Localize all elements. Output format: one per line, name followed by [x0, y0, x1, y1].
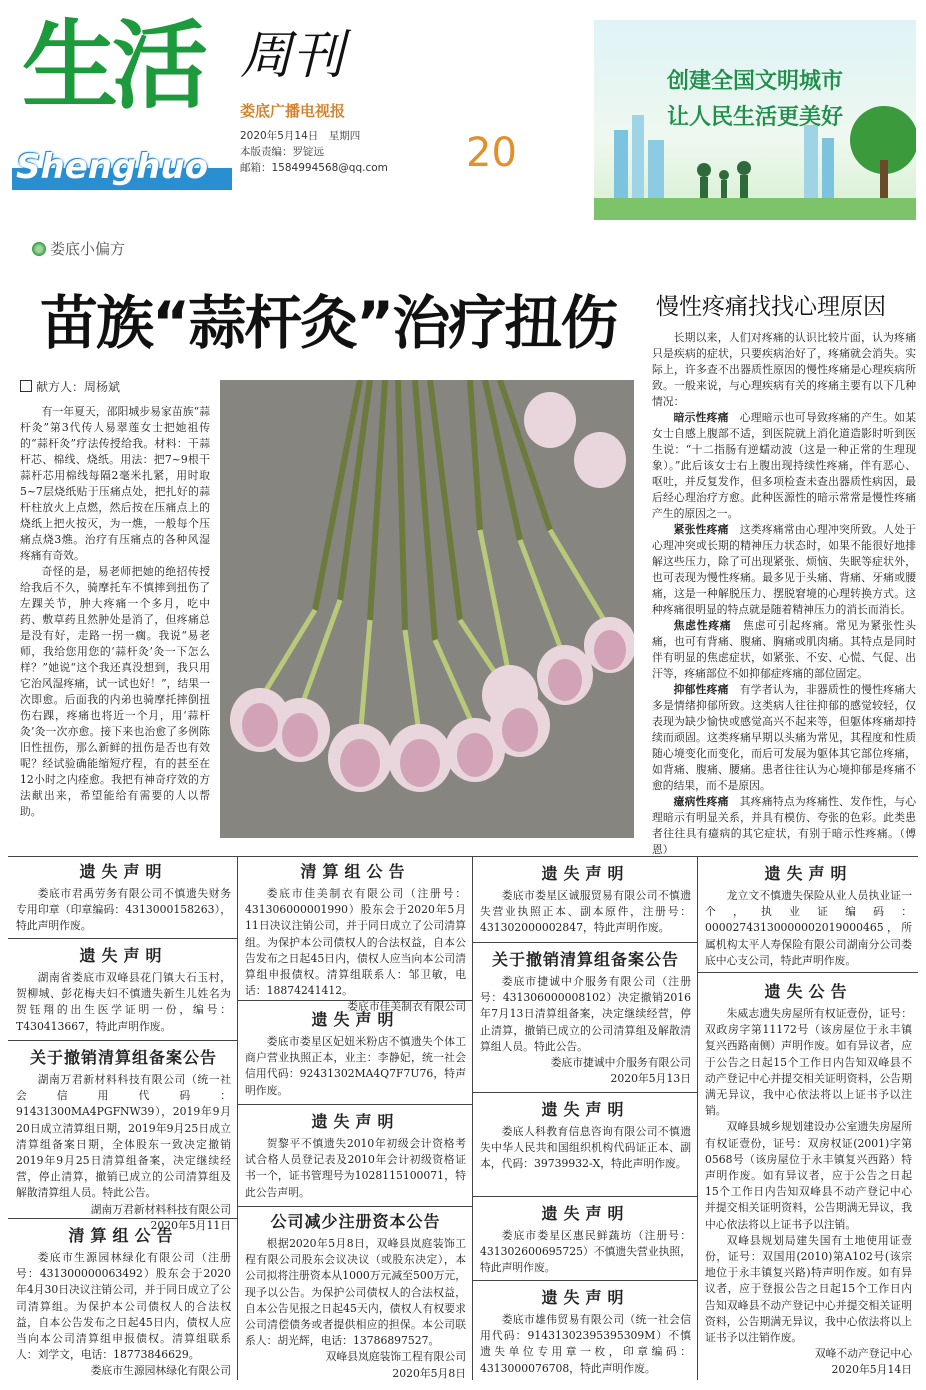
side-intro: 长期以来，人们对疼痛的认识比较片面，认为疼痛只是疾病的症状，只要疾病治好了，疼痛就会消失。实际上，许多查不出器质性原因的慢性疼痛是心理疾病所致。一般来说，与心理疾病有关的疼痛主要有以下几种情况： [652, 331, 916, 408]
article-paragraph: 奇怪的是，易老师把她的绝招传授给我后不久，骑摩托车不慎摔到扭伤了左踝关节，肿大疼痛一个多月，吃中药、敷草药且然肿处是消了，但疼痛总是没有好，走路一拐一瘸。我说“易老师，我给您用您的‘蒜杆灸’灸一下怎么样？”她说“这个我还真没想到，我只用它治风湿疼痛，试一试也好！”，结果一次即愈。后面我的内弟也骑摩托摔倒扭伤右踝，疼痛也将近一个月，用‘蒜杆灸’灸一次亦愈。接下来也治愈了多例陈旧性扭伤，那么新鲜的扭伤是否也有效呢？经试验确能缩短疗程，有的甚至在12小时之内痊愈。我把有神奇疗效的方法献出来，希望能给有需要的人以帮助。 [20, 565, 210, 818]
notice [480, 1288, 691, 1377]
notice-sign: 双峰不动产登记中心 [814, 1347, 912, 1361]
square-icon [20, 380, 32, 392]
side-article-title: 慢性疼痛找找心理原因 [656, 294, 886, 320]
divider [8, 856, 918, 857]
notice-date: 2020年5月13日 [610, 1072, 691, 1086]
divider [472, 1092, 697, 1093]
notice [16, 946, 231, 1035]
notice-title: 遗失声明 [541, 1288, 630, 1307]
notice-title: 遗失声明 [79, 862, 168, 881]
side-section: 紧张性疼痛 这类疼痛常由心理冲突所致。人处于心理冲突或长期的精神压力状态时，如果不能很好地排解这些压力，除了可出现紧张、烦恼、失眠等症状外，也可表现为慢性疼痛。最多见于头痛、背痛、牙痛或腰痛，这是一种解脱压力、摆脱窘境的心理转换方式。这种疼痛很明显的特点就是随着精神压力的消长而消长。 [652, 523, 917, 616]
page-number: 20 [466, 130, 517, 176]
notice-sign: 娄底市捷诚中介服务有限公司 [550, 1056, 691, 1070]
notice-title: 公司减少注册资本公告 [270, 1212, 441, 1231]
notice-date: 2020年5月8日 [392, 1366, 466, 1380]
side-article-body [652, 330, 916, 858]
notice-body: 湖南万君新材料科技有限公司（统一社会信用代码：91431300MA4PGFNW39），2019年9月20日成立清算组日期，2019年9月25日成立清算组备案日期，全体股东一致决定撤销2019年9月25日清算组备案，决定继续经营，停止清算，撤销已成立的公司清算组及解散清算组人员。特此公告。 [16, 1073, 231, 1200]
divider [472, 1196, 697, 1197]
weekly-title: 周刊 [240, 26, 345, 86]
divider [697, 972, 918, 973]
notice-body: 龙立文不慎遗失保险从业人员执业证一个，执业证编码：00002743130000002019000465，所属机构太平人寿保险有限公司湖南分公司娄底中心支公司，特此声明作废。 [705, 889, 912, 967]
column-tag: 娄底小偏方 [32, 238, 125, 259]
notice-sign: 娄底市佳美制衣有限公司 [347, 1000, 466, 1014]
logo-english: Shenghuo [16, 147, 209, 187]
divider [472, 856, 473, 1380]
notice-title: 遗失声明 [79, 946, 168, 965]
civility-banner [594, 20, 916, 220]
notice [245, 1010, 466, 1099]
divider [237, 856, 238, 1380]
notice-body: 娄底市君禹劳务有限公司不慎遗失财务专用印章（印章编码：4313000158263），特此声明作废。 [16, 887, 231, 933]
divider [237, 1104, 472, 1105]
notice-body: 朱威志遗失房屋所有权证壹份，证号：双政房字第11172号（该房屋位于永丰镇复兴西路南侧）声明作废。如有异议者，应于公告之日起15个工作日内告知双峰县不动产登记中心并提交相关证明资料，公告期满无异议，我中心依法将以上证书予以注销。 [705, 1007, 912, 1118]
notice-body: 娄底市生源园林绿化有限公司（注册号：431300000063492）股东会于2020年4月30日决议注销公司，并于同日成立了公司清算组。为保护本公司债权人的合法权益，自本公告发布之日起45日内，债权人应当向本公司清算组申报债权。清算组联系人：刘学文，电话：18773846629。 [16, 1251, 231, 1362]
notice-title: 遗失声明 [311, 1010, 400, 1029]
garlic-photo [220, 380, 634, 838]
divider [697, 856, 698, 1380]
side-section: 焦虑性疼痛 焦虑可引起疼痛。常见为紧张性头痛，也可有背痛、腹痛、胸痛或肌肉痛。其特点是同时伴有明显的焦虑症状，如紧张、不安、心慌、气促、出汗等，疼痛部位不如抑郁症疼痛的部位固定。 [652, 619, 917, 680]
notice-body: 娄底市娄星区惠民鲜蔬坊（注册号：431302600695725）不慎遗失营业执照，特此声明作废。 [480, 1229, 692, 1275]
issue-date: 2020年5月14日 星期四 [240, 130, 361, 142]
notice-body: 娄底人科教育信息咨询有限公司不慎遗失中华人民共和国组织机构代码证正本、副本，代码：39739932-X，特此声明作废。 [480, 1125, 691, 1171]
notice [480, 864, 691, 937]
notice-body: 娄底市佳美制衣有限公司（注册号：431306000001990）股东会于2020年5月11日决议注销公司，并于同日成立了公司清算组。为保护本公司债权人的合法权益，自本公告发布之日起45日内，债权人应当向本公司清算组申报债权。清算组联系人：邹卫敏，电话：18874241412。 [245, 887, 466, 998]
notice [16, 1048, 231, 1234]
notice-body: 娄底市娄星区妃妞米粉店不慎遗失个体工商户营业执照正本，业主：李静妃，统一社会信用代码：92431302MA4Q7F7U76，特声明作废。 [245, 1035, 466, 1097]
notice-body: 根据2020年5月8日，双峰县岚庭装饰工程有限公司股东会议决议（或股东决定），本公司拟将注册资本从1000万元减至500万元，现予以公告。为保护公司债权人的合法权益，自本公告见报之日起45天内，债权人有权要求公司清偿债务或者提供相应的担保。本公司联系人：胡光辉，电话：13786897527。 [245, 1237, 466, 1348]
notice-title: 遗失声明 [541, 1204, 630, 1223]
divider [472, 942, 697, 943]
notice-body: 湖南省娄底市双峰县花门镇大石玉村，贺柳城、彭花梅夫妇不慎遗失新生儿姓名为贺钰翔的出生医学证明一份，编号：T430413667，特此声明作废。 [16, 971, 231, 1033]
notice-body: 娄底市娄星区诚服贸易有限公司不慎遗失营业执照正本、副本原件，注册号：431302000002847，特此声明作废。 [480, 889, 691, 935]
notice-date: 2020年5月11日 [150, 1218, 231, 1232]
notice [245, 1212, 466, 1382]
notice [705, 982, 912, 1379]
notice-title: 遗失声明 [311, 1112, 400, 1131]
side-section: 暗示性疼痛 心理暗示也可导致疼痛的产生。如某女士自感上腹部不适，到医院就上消化道造影时听到医生说：“十二指肠有逆蠕动波（这是一种正常的生理现象）。”此后该女士右上腹出现持续性疼痛，伴有恶心、呕吐，并反复发作，但多项检查未查出器质性病因，最后经心理治疗方愈。此种医源性的暗示常常是慢性疼痛产生的原因之一。 [652, 411, 917, 520]
divider [472, 1280, 697, 1281]
notice-title: 清算组公告 [68, 1226, 179, 1245]
article-body [20, 404, 210, 820]
notice [480, 950, 691, 1087]
side-section: 癔病性疼痛 其疼痛特点为疼痛性、发作性，与心理暗示有明显关系，并具有模仿、夸张的色彩。此类患者往往具有癔病的其它症状，有别于暗示性疼痛。（傅恩） [652, 795, 917, 856]
divider [237, 1206, 472, 1207]
divider [8, 938, 237, 939]
notice-body: 娄底市捷诚中介服务有限公司（注册号：431306000008102）决定撤销2016年7月13日清算组备案，决定继续经营，停止清算，撤销已成立的公司清算组及解散清算组人员。特此公告。 [480, 975, 691, 1053]
side-section: 抑郁性疼痛 有学者认为，非器质性的慢性疼痛大多是情绪抑郁所致。这类病人往往抑郁的感觉较轻，仅表现为缺少愉快或感觉高兴不起来等，但躯体疼痛却持续而顽固。这类疼痛早期以头痛为常见，其程度和性质随心境变化而变化，而后可发展为躯体其它部位疼痛，如背痛、腹痛、腰痛。患者往往认为心境抑郁是疼痛不愈的结果，而不是原因。 [652, 683, 917, 792]
notice-title: 关于撤销清算组备案公告 [491, 950, 679, 969]
notice-date: 2020年5月14日 [831, 1363, 912, 1377]
banner-line-2: 让人民生活更美好 [666, 105, 843, 130]
notice [16, 862, 231, 935]
notice-body: 贺黎平不慎遗失2010年初级会计资格考试合格人员登记表及2010年会计初级资格证书一个，证书管理号为1028115100071，特此公告声明。 [245, 1137, 466, 1199]
notice-body: 娄底市雄伟贸易有限公司（统一社会信用代码：91431302395395309M）不慎遗失单位专用章一枚，印章编码：4313000076708，特此声明作废。 [480, 1313, 691, 1375]
email: 邮箱：1584994568@qq.com [240, 162, 388, 174]
notice [480, 1100, 691, 1173]
divider [8, 1040, 237, 1041]
notice-body: 双峰县规划局建失国有土地使用证壹份，证号：双国用(2010)第A102号(该宗地位于永丰镇复兴路)特声明作废。如有异议者，应于登报公告之日起15个工作日内告知双峰县不动产登记中心并提交相关证明资料，公告期满无异议，我中心依法将以上证书予以注销作废。 [705, 1233, 912, 1345]
paper-name: 娄底广播电视报 [240, 102, 346, 120]
byline: 献方人：周杨斌 [20, 378, 120, 395]
notice-sign: 双峰县岚庭装饰工程有限公司 [325, 1350, 466, 1364]
notice [245, 1112, 466, 1201]
notice [480, 1204, 691, 1277]
notice-title: 遗失公告 [764, 982, 853, 1001]
notice-title: 关于撤销清算组备案公告 [29, 1048, 217, 1067]
bullet-icon [32, 242, 46, 256]
article-paragraph: 有一年夏天，邵阳城步易家苗族“蒜杆灸”第3代传人易翠莲女士把她祖传的“蒜杆灸”疗法传授给我。材料：干蒜杆芯、棉线、烧纸。用法：把7~9根干蒜杆芯用棉线每隔2毫米扎紧，用时取5~7层烧纸贴于压痛点处，把扎好的蒜杆柱放火上点燃，然后按在压痛点上的烧纸上把火按灭，为一燋，一般每个压痛点烧3燋。治疗有压痛点的各种风湿疼痛有奇效。 [20, 405, 210, 562]
logo: 生活 [22, 10, 202, 122]
notice-title: 遗失声明 [541, 1100, 630, 1119]
headline: 苗族“蒜杆灸”治疗扭伤 [40, 289, 617, 357]
notice-sign: 娄底市生源园林绿化有限公司 [90, 1364, 231, 1378]
notice [16, 1226, 231, 1380]
notice-title: 遗失声明 [764, 864, 853, 883]
notice-sign: 湖南万君新材料科技有限公司 [90, 1202, 231, 1216]
notice-title: 清算组公告 [300, 862, 411, 881]
notice-title: 遗失声明 [541, 864, 630, 883]
editor: 本版责编：罗锭远 [240, 146, 324, 158]
notice [245, 862, 466, 1016]
notice [705, 864, 912, 969]
notice-body: 双峰县城乡规划建设办公室遗失房屋所有权证壹份，证号：双房权证(2001)字第0568号（该房屋位于永丰镇复兴西路）特声明作废。如有异议者，应于公告之日起15个工作日内告知双峰县不动产登记中心并提交相关证明资料，公告期满无异议，我中心依法将以上证书予以注销。 [705, 1120, 912, 1231]
banner-line-1: 创建全国文明城市 [666, 69, 843, 94]
